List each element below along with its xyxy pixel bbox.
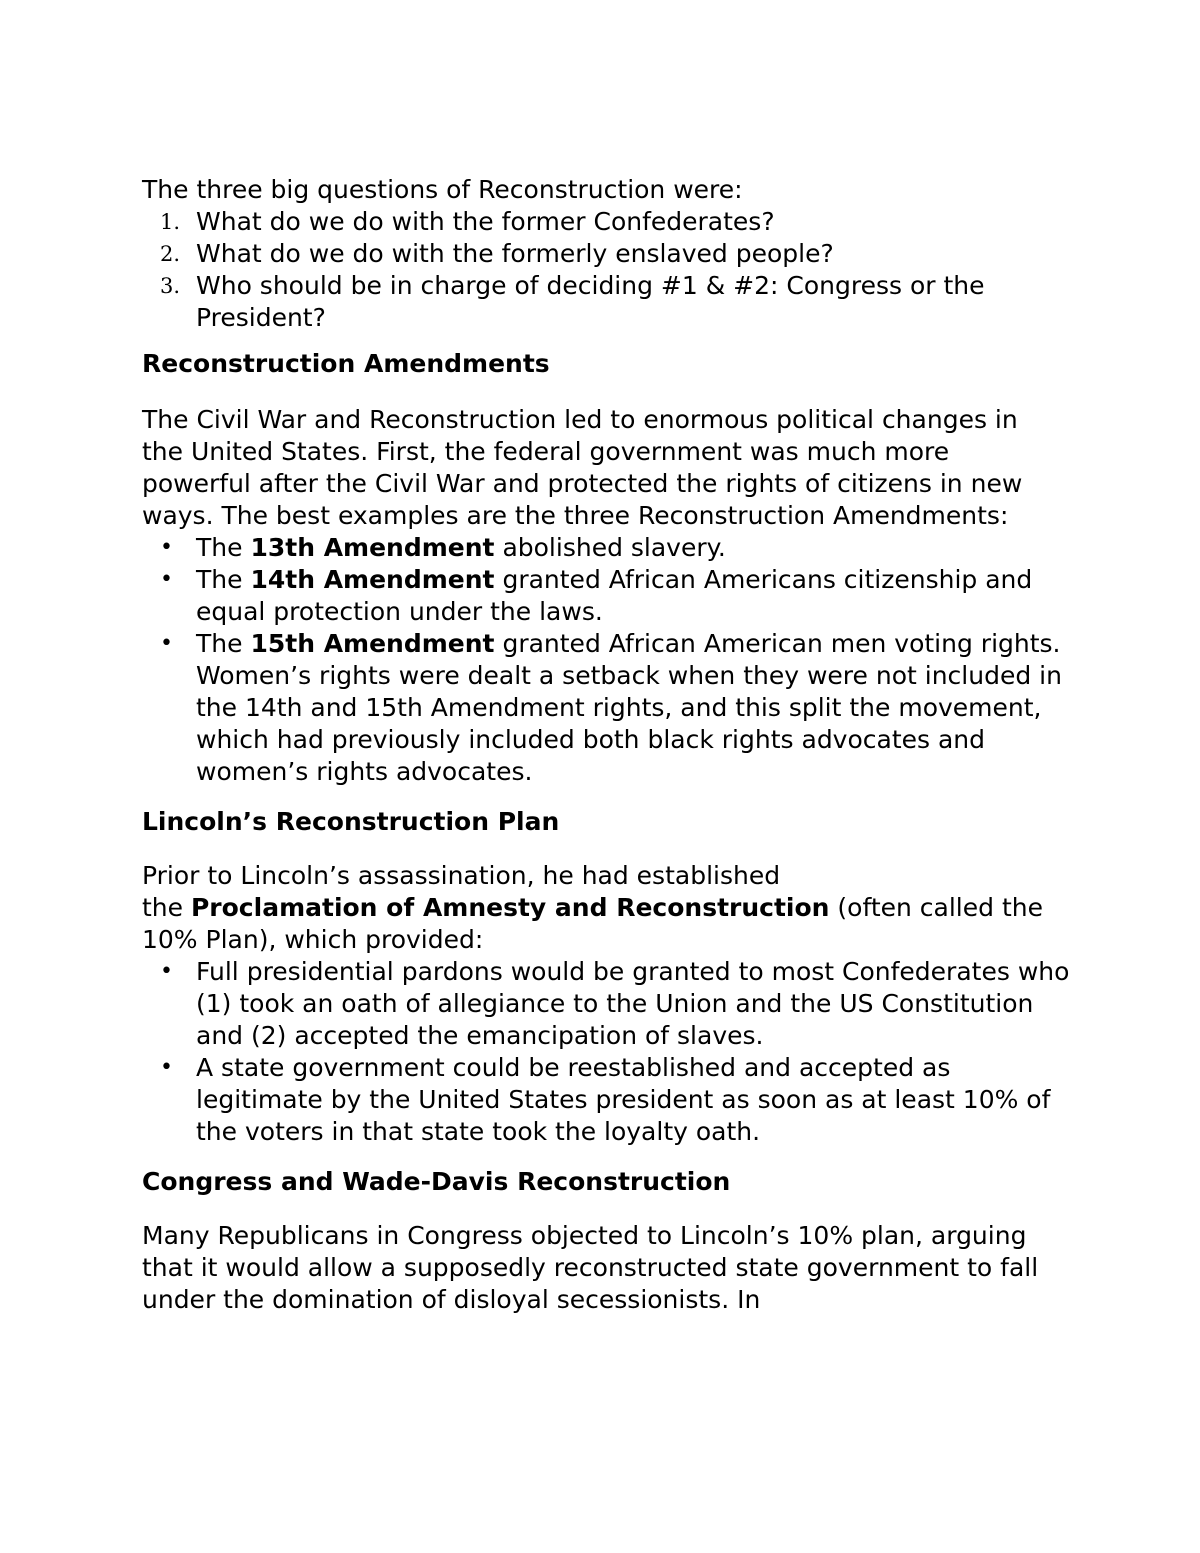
amendments-list <box>142 532 1072 788</box>
list-item: • The 14th Amendment granted African Americans citizenship and equal protection under the laws. <box>160 565 1033 626</box>
list-item: • The 15th Amendment granted African American men voting rights. Women’s rights were dealt a setback when they were not included in the 14th and 15th Amendment rights, and this split the movement, which had previously included both black rights advocates and women’s rights advocates. <box>160 629 1062 786</box>
questions-list <box>142 206 1072 334</box>
section-heading-amendments: Reconstruction Amendments <box>142 349 550 378</box>
section-heading-congress: Congress and Wade-Davis Reconstruction <box>142 1167 731 1196</box>
lincoln-paragraph: Prior to Lincoln’s assassination, he had established the Proclamation of Amnesty and Reconstruction (often called the 10% Plan), which provided: <box>142 861 1043 954</box>
list-item <box>142 238 1072 270</box>
intro-text: The three big questions of Reconstruction were: <box>142 175 743 204</box>
list-item <box>142 206 1072 238</box>
list-item <box>142 270 1066 334</box>
congress-paragraph: Many Republicans in Congress objected to Lincoln’s 10% plan, arguing that it would allow a supposedly reconstructed state government to fall under the domination of disloyal secessionists. In <box>142 1221 1039 1314</box>
bullet-icon: • <box>160 631 173 656</box>
proclamation-name: Proclamation of Amnesty and Reconstruction <box>190 893 830 922</box>
section-heading-lincoln: Lincoln’s Reconstruction Plan <box>142 807 560 836</box>
amendment-name: 15th Amendment <box>250 629 495 658</box>
amendments-paragraph: The Civil War and Reconstruction led to enormous political changes in the United States. First, the federal government was much more powerful after the Civil War and protected the rights of citizens in new ways. The best examples are the three Reconstruction Amendments: <box>142 405 1023 530</box>
list-number: 3. <box>160 274 181 298</box>
list-number: 2. <box>160 242 181 266</box>
list-number: 1. <box>160 210 181 234</box>
amendment-name: 14th Amendment <box>250 565 495 594</box>
amendment-name: 13th Amendment <box>250 533 495 562</box>
list-item-text: What do we do with the formerly enslaved people? <box>196 239 834 268</box>
document-page <box>142 174 1072 1316</box>
bullet-icon: • <box>160 1055 173 1080</box>
bullet-icon: • <box>160 567 173 592</box>
list-item: • A state government could be reestablished and accepted as legitimate by the United States president as soon as at least 10% of the voters in that state took the loyalty oath. <box>160 1053 1051 1146</box>
bullet-icon: • <box>160 535 173 560</box>
list-item: • The 13th Amendment abolished slavery. <box>160 533 726 562</box>
lincoln-plan-list <box>142 956 1072 1148</box>
list-item-text: Who should be in charge of deciding #1 & #2: Congress or the President? <box>196 271 985 332</box>
bullet-icon: • <box>160 959 173 984</box>
list-item: • Full presidential pardons would be granted to most Confederates who (1) took an oath of allegiance to the Union and the US Constitution and (2) accepted the emancipation of slaves. <box>160 957 1070 1050</box>
list-item-text: What do we do with the former Confederates? <box>196 207 775 236</box>
